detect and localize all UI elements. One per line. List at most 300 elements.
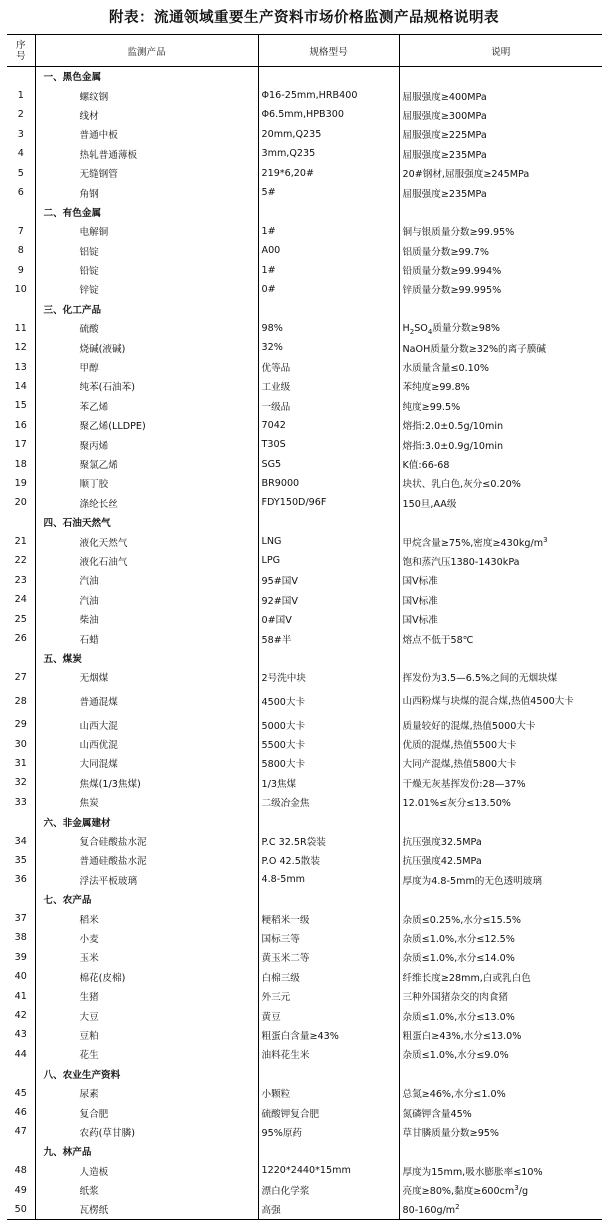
category-row [7,512,602,531]
row-no-empty [7,1064,35,1083]
row-number: 29 [7,715,35,734]
spec-model: 58#半 [258,629,399,648]
product-name: 复合硅酸盐水泥 [35,831,258,850]
table-body [7,67,602,1220]
product-name: 大豆 [35,1006,258,1025]
table-row [7,831,602,850]
table-row [7,715,602,734]
description: 屈服强度≥225MPa [402,130,487,142]
row-no-empty [7,299,35,318]
table-row [7,754,602,773]
row-number: 25 [7,609,35,628]
spec-model: 一级品 [258,396,399,415]
spec-empty [258,1142,399,1161]
table-row [7,260,602,279]
product-name: 顺丁胶 [35,474,258,493]
spec-model: 98% [258,319,399,338]
description: 苯纯度≥99.8% [402,382,470,394]
row-number: 18 [7,454,35,473]
product-name: 小麦 [35,928,258,947]
table-row [7,909,602,928]
product-name: 玉米 [35,948,258,967]
row-number: 16 [7,416,35,435]
row-number: 27 [7,668,35,687]
row-number: 13 [7,357,35,376]
table-row [7,1180,602,1199]
description: 杂质≤0.25%,水分≤15.5% [402,914,521,926]
row-no-empty [7,812,35,831]
desc-empty [399,648,602,667]
spec-model: SG5 [258,454,399,473]
spec-model: 5800大卡 [258,754,399,773]
row-number: 33 [7,793,35,812]
header-spec: 规格型号 [258,35,399,67]
description: 屈服强度≥235MPa [402,188,487,200]
row-number: 19 [7,474,35,493]
description: 纤维长度≥28mm,白或乳白色 [402,972,531,984]
row-number: 20 [7,493,35,512]
row-number: 24 [7,590,35,609]
product-name: 硫酸 [35,319,258,338]
desc-empty [399,512,602,531]
description: 国Ⅴ标准 [402,615,438,627]
product-name: 铝锭 [35,241,258,260]
spec-model: Φ6.5mm,HPB300 [258,105,399,124]
spec-table [7,34,602,1220]
table-row [7,793,602,812]
table-row [7,183,602,202]
row-number: 44 [7,1045,35,1064]
product-name: 人造板 [35,1161,258,1180]
row-number: 11 [7,319,35,338]
description: 挥发份为3.5—6.5%之间的无烟块煤 [402,673,558,685]
row-number: 41 [7,986,35,1005]
description: 锌质量分数≥99.995% [402,285,502,297]
table-row [7,986,602,1005]
row-number: 39 [7,948,35,967]
row-number: 22 [7,551,35,570]
description: 山西粉煤与块煤的混合煤,热值4500大卡 [402,695,574,707]
product-name: 液化天然气 [35,532,258,551]
product-name: 浮法平板玻璃 [35,870,258,889]
product-name: 纸浆 [35,1180,258,1199]
spec-model: 油料花生米 [258,1045,399,1064]
spec-model: 92#国Ⅴ [258,590,399,609]
product-name: 涤纶长丝 [35,493,258,512]
description: 屈服强度≥235MPa [402,149,487,161]
spec-empty [258,812,399,831]
table-row [7,86,602,105]
desc-empty [399,299,602,318]
description: 草甘膦质量分数≥95% [402,1127,500,1139]
table-row [7,125,602,144]
description: K值:66-68 [402,460,450,471]
row-no-empty [7,1142,35,1161]
row-number: 6 [7,183,35,202]
description: 亮度≥80%,黏度$\ge 600cm^3/g$ [402,1183,529,1198]
category-label: 三、化工产品 [35,299,258,318]
table-row [7,144,602,163]
row-number: 14 [7,377,35,396]
desc-empty [399,1064,602,1083]
row-no-empty [7,512,35,531]
category-row [7,1142,602,1161]
table-row [7,241,602,260]
category-label: 二、有色金属 [35,202,258,221]
spec-model: 20mm,Q235 [258,125,399,144]
product-name: 液化石油气 [35,551,258,570]
product-name: 苯乙烯 [35,396,258,415]
description: 甲烷含量≥75%,密度$\ge 430kg/m^3$ [402,535,548,549]
row-no-empty [7,67,35,86]
table-row [7,590,602,609]
product-name: 螺纹钢 [35,86,258,105]
table-row [7,493,602,512]
row-number: 9 [7,260,35,279]
spec-model: 工业级 [258,377,399,396]
product-name: 热轧普通薄板 [35,144,258,163]
description: 氮磷钾含量45% [402,1108,472,1120]
row-number: 8 [7,241,35,260]
product-name: 山西大混 [35,715,258,734]
product-name: 纯苯(石油苯) [35,377,258,396]
row-number: 47 [7,1122,35,1141]
description: $H_2SO_4$质量分数≥98% [402,323,501,337]
row-number: 7 [7,222,35,241]
description: 粗蛋白≥43%,水分≤13.0% [402,1030,522,1042]
desc-empty [399,1142,602,1161]
category-row [7,648,602,667]
description: 厚度为4.8-5mm的无色透明玻璃 [402,875,542,887]
table-row [7,338,602,357]
row-number: 40 [7,967,35,986]
row-number: 3 [7,125,35,144]
row-number: 4 [7,144,35,163]
product-name: 焦炭 [35,793,258,812]
row-number: 31 [7,754,35,773]
row-number: 46 [7,1103,35,1122]
description: 杂质≤1.0%,水分≤14.0% [402,953,515,965]
category-label: 四、石油天然气 [35,512,258,531]
description: 150旦,AA级 [402,498,457,510]
spec-model: 4500大卡 [258,687,399,715]
spec-model: 2号洗中块 [258,668,399,687]
spec-model: 漂白化学浆 [258,1180,399,1199]
spec-model: 小颗粒 [258,1083,399,1102]
product-name: 普通混煤 [35,687,258,715]
row-number: 49 [7,1180,35,1199]
spec-model: 3mm,Q235 [258,144,399,163]
table-row [7,396,602,415]
row-no-empty [7,202,35,221]
row-number: 36 [7,870,35,889]
description: 铜与银质量分数≥99.95% [402,227,515,239]
description: 水质量含量≤0.10% [402,363,489,375]
description: 纯度≥99.5% [402,401,461,413]
row-number: 30 [7,734,35,753]
description: 国Ⅴ标准 [402,576,438,588]
product-name: 汽油 [35,590,258,609]
row-number: 1 [7,86,35,105]
spec-model: 外三元 [258,986,399,1005]
spec-model: P.O 42.5散装 [258,851,399,870]
row-no-empty [7,648,35,667]
product-name: 柴油 [35,609,258,628]
category-label: 一、黑色金属 [35,67,258,86]
table-row [7,1006,602,1025]
table-row [7,222,602,241]
spec-model: 32% [258,338,399,357]
product-name: 铅锭 [35,260,258,279]
product-name: 聚丙烯 [35,435,258,454]
row-number: 21 [7,532,35,551]
table-row [7,416,602,435]
product-name: 大同混煤 [35,754,258,773]
product-name: 山西优混 [35,734,258,753]
spec-model: 95#国Ⅴ [258,571,399,590]
table-row [7,851,602,870]
row-no-empty [7,890,35,909]
desc-empty [399,812,602,831]
row-number: 10 [7,280,35,299]
header-row [7,35,602,67]
table-row [7,454,602,473]
category-row [7,1064,602,1083]
row-number: 38 [7,928,35,947]
row-number: 35 [7,851,35,870]
table-row [7,551,602,570]
spec-model: 粳稻米一级 [258,909,399,928]
product-name: 线材 [35,105,258,124]
description: 抗压强度32.5MPa [402,837,482,849]
product-name: 无烟煤 [35,668,258,687]
category-row [7,202,602,221]
spec-model: FDY150D/96F [258,493,399,512]
table-row [7,870,602,889]
category-label: 七、农产品 [35,890,258,909]
description: 熔指:2.0±0.5g/10min [402,421,504,433]
category-row [7,890,602,909]
spec-model: 1# [258,222,399,241]
row-number: 12 [7,338,35,357]
description: 杂质≤1.0%,水分≤13.0% [402,1011,515,1023]
product-name: 汽油 [35,571,258,590]
spec-empty [258,202,399,221]
spec-empty [258,512,399,531]
table-row [7,1161,602,1180]
table-row [7,163,602,182]
row-number: 32 [7,773,35,792]
table-row [7,734,602,753]
description: 厚度为15mm,吸水膨胀率≤10% [402,1166,543,1178]
row-number: 17 [7,435,35,454]
spec-empty [258,299,399,318]
product-name: 甲醇 [35,357,258,376]
row-number: 23 [7,571,35,590]
spec-model: 1/3焦煤 [258,773,399,792]
table-row [7,609,602,628]
spec-model: Φ16-25mm,HRB400 [258,86,399,105]
spec-model: 219*6,20# [258,163,399,182]
table-title: 附表：流通领域重要生产资料市场价格监测产品规格说明表 [109,9,499,26]
table-row [7,687,602,715]
spec-model: 国标三等 [258,928,399,947]
spec-model: 白棉三级 [258,967,399,986]
desc-empty [399,202,602,221]
table-row [7,773,602,792]
product-name: 豆粕 [35,1025,258,1044]
spec-model: 硫酸钾复合肥 [258,1103,399,1122]
description: 质量较好的混煤,热值5000大卡 [402,720,536,732]
category-label: 五、煤炭 [35,648,258,667]
row-number: 45 [7,1083,35,1102]
product-name: 瓦楞纸 [35,1200,258,1219]
spec-model: 优等品 [258,357,399,376]
product-name: 农药(草甘膦) [35,1122,258,1141]
description: 块状、乳白色,灰分≤0.20% [402,479,521,491]
spec-model: 1220*2440*15mm [258,1161,399,1180]
table-row [7,280,602,299]
spec-model: 黄豆 [258,1006,399,1025]
spec-model: LNG [258,532,399,551]
spec-model: 5500大卡 [258,734,399,753]
table-row [7,948,602,967]
table-row [7,474,602,493]
spec-model: 7042 [258,416,399,435]
header-product: 监测产品 [35,35,258,67]
row-number: 2 [7,105,35,124]
table-row [7,1103,602,1122]
spec-model: 0# [258,280,399,299]
product-name: 复合肥 [35,1103,258,1122]
product-name: 角钢 [35,183,258,202]
spec-empty [258,648,399,667]
description: 杂质≤1.0%,水分≤9.0% [402,1050,509,1062]
description: 饱和蒸汽压1380-1430kPa [402,556,520,568]
product-name: 花生 [35,1045,258,1064]
spec-model: 1# [258,260,399,279]
spec-model: 0#国Ⅴ [258,609,399,628]
table-row [7,668,602,687]
table-row [7,532,602,551]
row-number: 15 [7,396,35,415]
category-label: 九、林产品 [35,1142,258,1161]
row-number: 48 [7,1161,35,1180]
spec-model: 95%原药 [258,1122,399,1141]
spec-empty [258,67,399,86]
table-row [7,1200,602,1219]
description: NaOH质量分数≥32%的离子膜碱 [402,343,547,355]
category-row [7,812,602,831]
spec-model: 高强 [258,1200,399,1219]
spec-empty [258,890,399,909]
description: 熔点不低于58℃ [402,634,474,646]
row-number: 34 [7,831,35,850]
product-name: 普通硅酸盐水泥 [35,851,258,870]
spec-model: T30S [258,435,399,454]
table-row [7,967,602,986]
description: 优质的混煤,热值5500大卡 [402,740,517,752]
spec-model: 5# [258,183,399,202]
row-number: 26 [7,629,35,648]
category-row [7,299,602,318]
category-row [7,67,602,86]
spec-model: 黄玉米二等 [258,948,399,967]
description: 20#钢材,屈服强度≥245MPa [402,169,530,181]
description: 熔指:3.0±0.9g/10min [402,440,504,452]
category-label: 六、非金属建材 [35,812,258,831]
row-number: 43 [7,1025,35,1044]
description: 总氮≥46%,水分≤1.0% [402,1089,506,1101]
table-row [7,319,602,338]
row-number: 42 [7,1006,35,1025]
product-name: 焦煤(1/3焦煤) [35,773,258,792]
description: 屈服强度≥400MPa [402,91,487,103]
table-row [7,105,602,124]
table-row [7,1025,602,1044]
description: 三种外国猪杂交的肉食猪 [402,992,509,1004]
table-row [7,629,602,648]
product-name: 无缝钢管 [35,163,258,182]
spec-model: 5000大卡 [258,715,399,734]
table-row [7,357,602,376]
spec-model: 二级冶金焦 [258,793,399,812]
header-desc: 说明 [399,35,602,67]
row-number: 28 [7,687,35,715]
table-row [7,1045,602,1064]
description: 杂质≤1.0%,水分≤12.5% [402,933,515,945]
product-name: 生猪 [35,986,258,1005]
table-row [7,1122,602,1141]
description: $80-160g/m^2$ [399,1200,602,1219]
category-label: 八、农业生产资料 [35,1064,258,1083]
product-name: 聚乙烯(LLDPE) [35,416,258,435]
desc-empty [399,67,602,86]
product-name: 普通中板 [35,125,258,144]
row-number: 37 [7,909,35,928]
row-number: 50 [7,1200,35,1219]
product-name: 尿素 [35,1083,258,1102]
product-name: 锌锭 [35,280,258,299]
spec-model: 4.8-5mm [258,870,399,889]
spec-model: A00 [258,241,399,260]
table-row [7,1083,602,1102]
table-row [7,435,602,454]
description: 干燥无灰基挥发份:28—37% [402,778,526,790]
product-name: 棉花(皮棉) [35,967,258,986]
product-name: 稻米 [35,909,258,928]
desc-empty [399,890,602,909]
spec-model: P.C 32.5R袋装 [258,831,399,850]
spec-model: 粗蛋白含量≥43% [258,1025,399,1044]
header-no: 序 号 [7,35,35,67]
description: 大同产混煤,热值5800大卡 [402,759,517,771]
description: 国Ⅴ标准 [402,595,438,607]
table-row [7,571,602,590]
table-row [7,928,602,947]
description: 12.01%≤灰分≤13.50% [402,798,511,810]
product-name: 聚氯乙烯 [35,454,258,473]
spec-model: BR9000 [258,474,399,493]
description: 铝质量分数≥99.7% [402,246,489,258]
spec-model: LPG [258,551,399,570]
product-name: 电解铜 [35,222,258,241]
product-name: 烧碱(液碱) [35,338,258,357]
description: 铅质量分数≥99.994% [402,266,502,278]
description: 屈服强度≥300MPa [402,110,487,122]
description: 抗压强度42.5MPa [402,856,482,868]
table-row [7,377,602,396]
